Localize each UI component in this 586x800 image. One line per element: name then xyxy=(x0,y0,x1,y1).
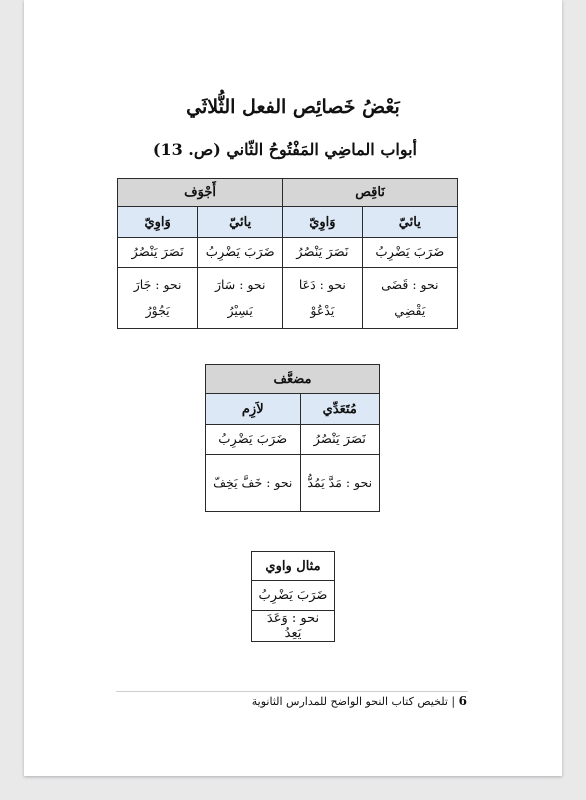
subheader-cell: وَاوِيّ xyxy=(118,207,198,238)
subheader-cell: يائيّ xyxy=(198,207,283,238)
pattern-cell: نَصَرَ يَنْصُرُ xyxy=(118,238,198,268)
table-mudaaf xyxy=(205,364,380,512)
example-cell: نحو : جَارَ يَجُوْرُ xyxy=(118,268,198,329)
document-page xyxy=(24,0,562,776)
example-cell: نحو : قَضَى يَقْضِي xyxy=(362,268,457,329)
section-subtitle: أبواب الماضِي المَفْتُوحُ الثّاني (ص. 13) xyxy=(152,140,417,159)
pattern-cell: نَصَرَ يَنْصُرُ xyxy=(283,238,363,268)
header-mithal: مثال واوي xyxy=(252,552,335,581)
example-cell: نحو : وَعَدَ يَعِدُ xyxy=(252,611,335,642)
footer-separator: | xyxy=(451,695,456,708)
page-title: بَعْضُ خَصائِص الفعل الثُّلاثَي xyxy=(186,96,400,118)
footer-text: تلخيص كتاب النحو الواضح للمدارس الثانوية xyxy=(251,695,448,708)
example-cell: نحو : خَفَّ يَخِفّ xyxy=(206,455,301,512)
subheader-cell: وَاوِيّ xyxy=(283,207,363,238)
pattern-cell: ضَرَبَ يَضْرِبُ xyxy=(198,238,283,268)
table-naqis-ajwaf xyxy=(117,178,458,329)
subheader-cell: لاَزِم xyxy=(206,394,301,425)
table-mithal xyxy=(251,551,335,642)
footer-divider xyxy=(116,691,468,692)
example-cell: نحو : دَعَا يَدْعُوْ xyxy=(283,268,363,329)
subheader-cell: يائيّ xyxy=(362,207,457,238)
page-footer xyxy=(252,694,467,708)
pattern-cell: ضَرَبَ يَضْرِبُ xyxy=(206,425,301,455)
subheader-cell: مُتَعَدِّي xyxy=(300,394,380,425)
header-naqis: نَاقِص xyxy=(283,179,458,207)
example-cell: نحو : مَدَّ يَمُدُّ xyxy=(300,455,380,512)
pattern-cell: ضَرَبَ يَضْرِبُ xyxy=(362,238,457,268)
pattern-cell: ضَرَبَ يَضْرِبُ xyxy=(252,581,335,611)
example-cell: نحو : سَارَ يَسِيْرُ xyxy=(198,268,283,329)
header-mudaaf: مضعَّف xyxy=(206,365,380,394)
header-ajwaf: أَجْوَف xyxy=(118,179,283,207)
pattern-cell: نَصَرَ يَنْصُرُ xyxy=(300,425,380,455)
page-number: 6 xyxy=(458,694,467,708)
